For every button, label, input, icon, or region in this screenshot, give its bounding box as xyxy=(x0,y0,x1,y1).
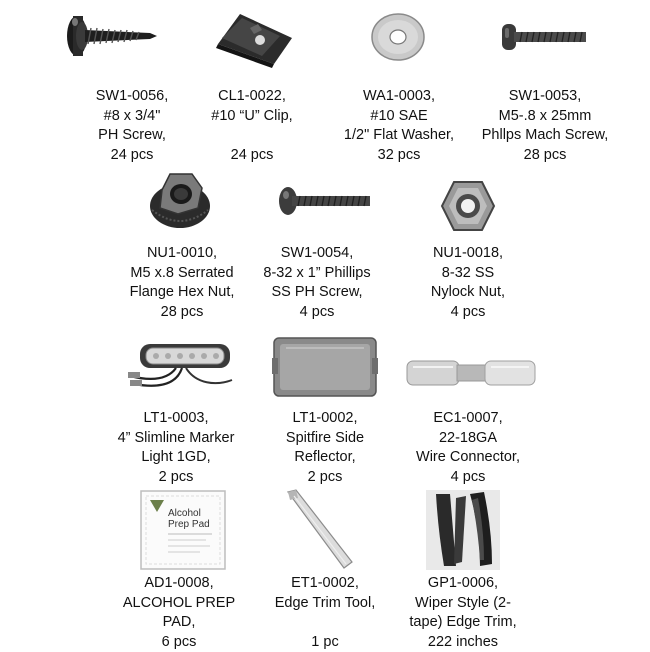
item-caption-wa1-0003 xyxy=(314,87,484,165)
part-description: M5-.8 x 25mm xyxy=(460,107,630,127)
part-description: Nylock Nut, xyxy=(383,283,553,303)
part-description: tape) Edge Trim, xyxy=(378,613,548,633)
u-clip-icon xyxy=(210,8,300,68)
part-description: 8-32 x 1” Phillips xyxy=(232,264,402,284)
nylock-nut-icon xyxy=(440,178,496,234)
part-quantity: 24 pcs xyxy=(167,146,337,166)
part-number: GP1-0006, xyxy=(378,574,548,594)
pad-label-line1: Alcohol xyxy=(168,508,201,519)
part-description: #10 SAE xyxy=(314,107,484,127)
item-caption-sw1-0053 xyxy=(460,87,630,165)
part-number: CL1-0022, xyxy=(167,87,337,107)
part-description: Wiper Style (2- xyxy=(378,594,548,614)
part-number: SW1-0054, xyxy=(232,244,402,264)
part-description: Light 1GD, xyxy=(91,448,261,468)
part-description: Spitfire Side xyxy=(240,429,410,449)
part-quantity: 222 inches xyxy=(378,633,548,652)
part-number: SW1-0056, xyxy=(47,87,217,107)
part-number: NU1-0018, xyxy=(383,244,553,264)
part-description: 22-18GA xyxy=(383,429,553,449)
flat-washer-icon xyxy=(370,12,426,62)
part-number: LT1-0002, xyxy=(240,409,410,429)
part-quantity: 32 pcs xyxy=(314,146,484,166)
part-description: ALCOHOL PREP xyxy=(94,594,264,614)
part-number: AD1-0008, xyxy=(94,574,264,594)
item-caption-ad1-0008 xyxy=(94,574,264,652)
part-quantity: 2 pcs xyxy=(240,468,410,488)
part-description: PH Screw, xyxy=(47,126,217,146)
part-quantity: 28 pcs xyxy=(97,303,267,323)
part-description: Reflector, xyxy=(240,448,410,468)
part-description: 4” Slimline Marker xyxy=(91,429,261,449)
ph-screw-icon xyxy=(55,8,165,64)
part-description: 1/2" Flat Washer, xyxy=(314,126,484,146)
part-description: #10 “U” Clip, xyxy=(167,107,337,127)
part-number: ET1-0002, xyxy=(240,574,410,594)
marker-light-icon xyxy=(126,340,236,396)
item-caption-nu1-0018 xyxy=(383,244,553,322)
alcohol-pad-icon xyxy=(140,490,226,570)
part-number: EC1-0007, xyxy=(383,409,553,429)
item-caption-lt1-0003 xyxy=(91,409,261,487)
part-description: #8 x 3/4" xyxy=(47,107,217,127)
part-description: Wire Connector, xyxy=(383,448,553,468)
edge-trim-tool-icon xyxy=(282,488,358,570)
part-quantity: 2 pcs xyxy=(91,468,261,488)
item-caption-sw1-0054 xyxy=(232,244,402,322)
part-description: M5 x.8 Serrated xyxy=(97,264,267,284)
part-description: 8-32 SS xyxy=(383,264,553,284)
wire-connector-icon xyxy=(405,355,537,391)
pad-label-line2: Prep Pad xyxy=(168,519,210,530)
side-reflector-icon xyxy=(272,336,378,398)
part-description: Edge Trim Tool, xyxy=(240,594,410,614)
part-description: Flange Hex Nut, xyxy=(97,283,267,303)
item-caption-cl1-0022 xyxy=(167,87,337,165)
part-description: Phllps Mach Screw, xyxy=(460,126,630,146)
part-number: NU1-0010, xyxy=(97,244,267,264)
part-number: WA1-0003, xyxy=(314,87,484,107)
part-quantity: 24 pcs xyxy=(47,146,217,166)
edge-trim-icon xyxy=(426,490,500,570)
part-number: SW1-0053, xyxy=(460,87,630,107)
part-number: LT1-0003, xyxy=(91,409,261,429)
ss-ph-screw-icon xyxy=(278,185,374,217)
machine-screw-icon xyxy=(500,20,590,54)
part-quantity: 4 pcs xyxy=(383,468,553,488)
part-quantity: 4 pcs xyxy=(383,303,553,323)
part-quantity: 4 pcs xyxy=(232,303,402,323)
item-caption-gp1-0006 xyxy=(378,574,548,652)
item-caption-ec1-0007 xyxy=(383,409,553,487)
part-description: SS PH Screw, xyxy=(232,283,402,303)
part-description: PAD, xyxy=(94,613,264,633)
part-quantity: 1 pc xyxy=(240,633,410,652)
flange-hex-nut-icon xyxy=(148,168,212,232)
part-quantity: 28 pcs xyxy=(460,146,630,166)
part-quantity: 6 pcs xyxy=(94,633,264,652)
